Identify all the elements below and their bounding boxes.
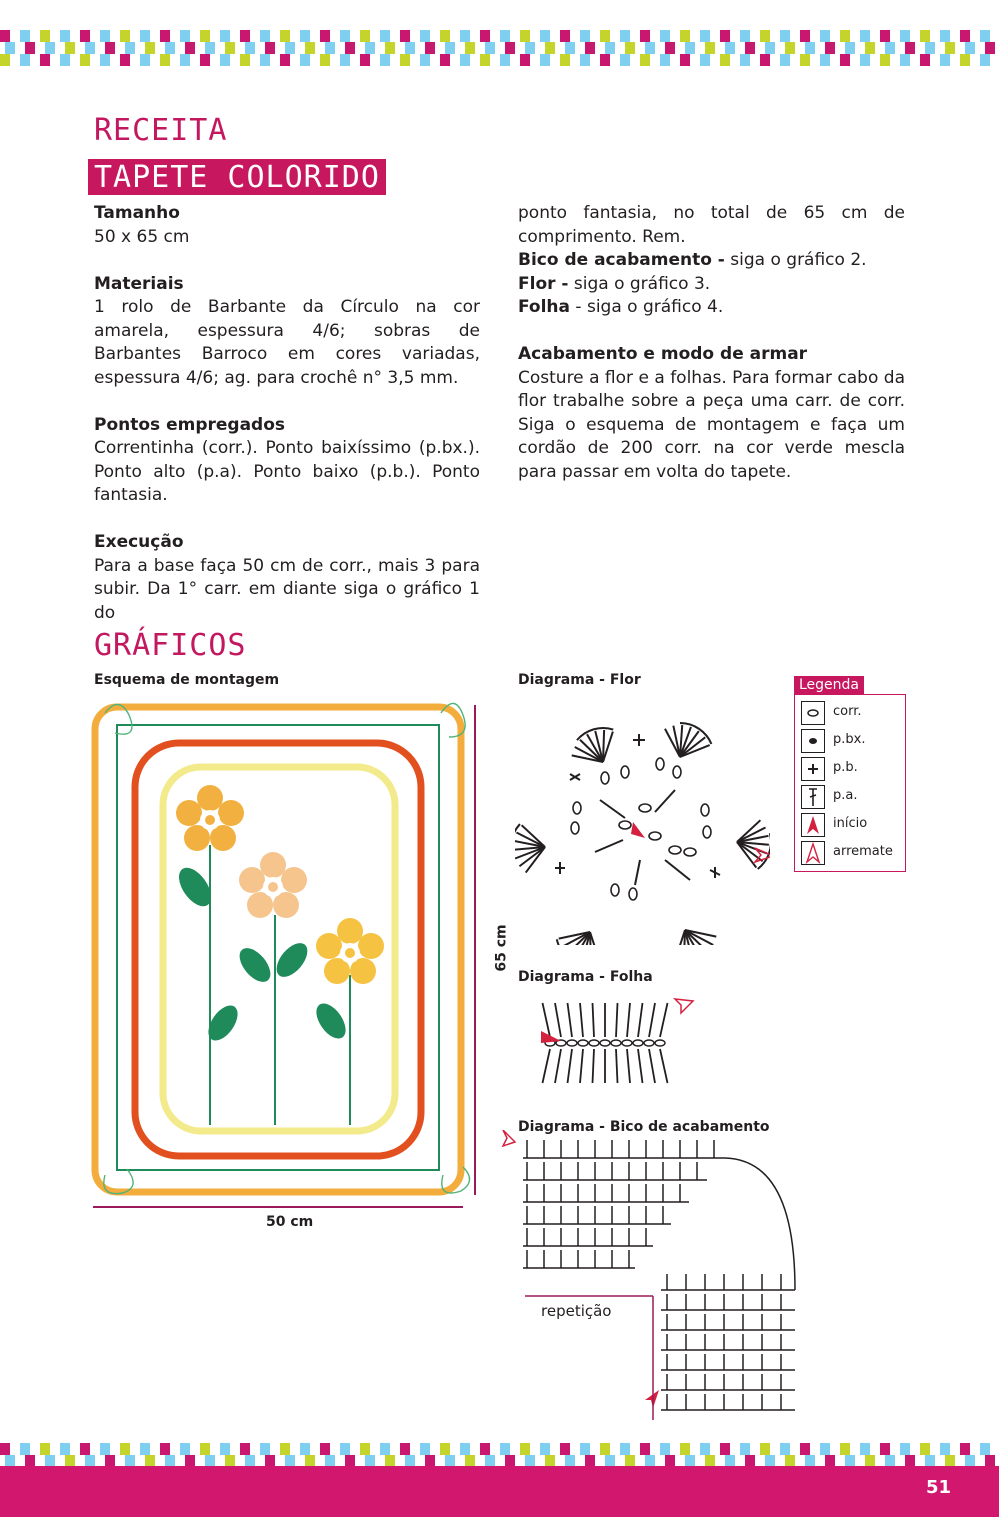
flower-1 [176, 785, 244, 851]
bico-text: siga o gráfico 2. [724, 250, 867, 270]
legend-title: Legenda [794, 676, 864, 695]
graficos-heading: GRÁFICOS [94, 628, 247, 663]
bico-diagram-caption: Diagrama - Bico de acabamento [518, 1119, 770, 1135]
legend-label: p.a. [833, 788, 858, 803]
filled-arrow-icon [801, 813, 825, 837]
oval-chain-icon [801, 701, 825, 725]
right-column [518, 202, 905, 484]
pontos-text: Correntinha (corr.). Ponto baixíssimo (p.bx.). Ponto alto (p.a). Ponto baixo (p.b.). Ponto fantasia. [94, 438, 480, 505]
footer-bar [0, 1466, 999, 1517]
bico-line [518, 249, 905, 273]
materiais-text: 1 rolo de Barbante da Círculo na cor amarela, espessura 4/6; sobras de Barbantes Barroco em cores variadas, espessura 4/6; ag. para crochê n° 3,5 mm. [94, 297, 480, 388]
legend-label: p.b. [833, 760, 858, 775]
tamanho-heading: Tamanho [94, 203, 180, 223]
rug-assembly-scheme [85, 695, 505, 1215]
recipe-title: TAPETE COLORIDO [88, 159, 386, 195]
flor-diagram-caption: Diagrama - Flor [518, 672, 641, 688]
legend-box [794, 694, 906, 872]
folha-diagram-caption: Diagrama - Folha [518, 969, 653, 985]
flor-label: Flor - [518, 273, 569, 294]
pontos-heading: Pontos empregados [94, 414, 286, 435]
top-checker-stripe [0, 30, 999, 66]
tall-stitch-icon [801, 785, 825, 809]
flower-stitch-diagram [515, 700, 770, 945]
acabamento-heading: Acabamento e modo de armar [518, 344, 808, 364]
flor-text: siga o gráfico 3. [568, 273, 711, 294]
flower-2 [239, 852, 307, 918]
acabamento-text: Costure a flor e a folhas. Para formar cabo da flor trabalhe sobre a peça uma carr. de corr. Siga o esquema de montagem e faça um cordão de 200 corr. na cor verde mescla para passar em volta do tapete. [518, 367, 905, 482]
flower-3 [316, 918, 384, 984]
legend-label: p.bx. [833, 732, 866, 747]
execucao-continued: ponto fantasia, no total de 65 cm de comprimento. Rem. [518, 203, 905, 247]
folha-text: - siga o gráfico 4. [570, 297, 724, 317]
corner-knots [104, 703, 470, 1193]
flor-line [518, 273, 905, 297]
left-column [94, 202, 480, 625]
esquema-caption: Esquema de montagem [94, 672, 280, 688]
page-number: 51 [925, 1477, 951, 1498]
tamanho-text: 50 x 65 cm [94, 226, 190, 247]
height-dimension-label: 65 cm [493, 924, 510, 972]
legend-label: início [833, 816, 868, 831]
execucao-text: Para a base faça 50 cm de corr., mais 3 para subir. Da 1° carr. em diante siga o gráfico 1 do [94, 555, 480, 623]
repetition-label: repetição [541, 1302, 612, 1320]
leaf-stitch-diagram [515, 995, 700, 1095]
dot-icon [801, 729, 825, 753]
plus-icon [801, 757, 825, 781]
materiais-heading: Materiais [94, 273, 184, 294]
outline-arrow-icon [801, 841, 825, 865]
execucao-heading: Execução [94, 532, 184, 552]
bico-label: Bico de acabamento - [518, 250, 725, 270]
section-heading: RECEITA [94, 113, 228, 148]
folha-line [518, 296, 905, 320]
width-dimension-label: 50 cm [266, 1214, 314, 1230]
legend-label: corr. [833, 704, 862, 719]
legend-label: arremate [833, 844, 893, 859]
folha-label: Folha [518, 297, 571, 317]
edging-stitch-diagram [495, 1130, 815, 1430]
